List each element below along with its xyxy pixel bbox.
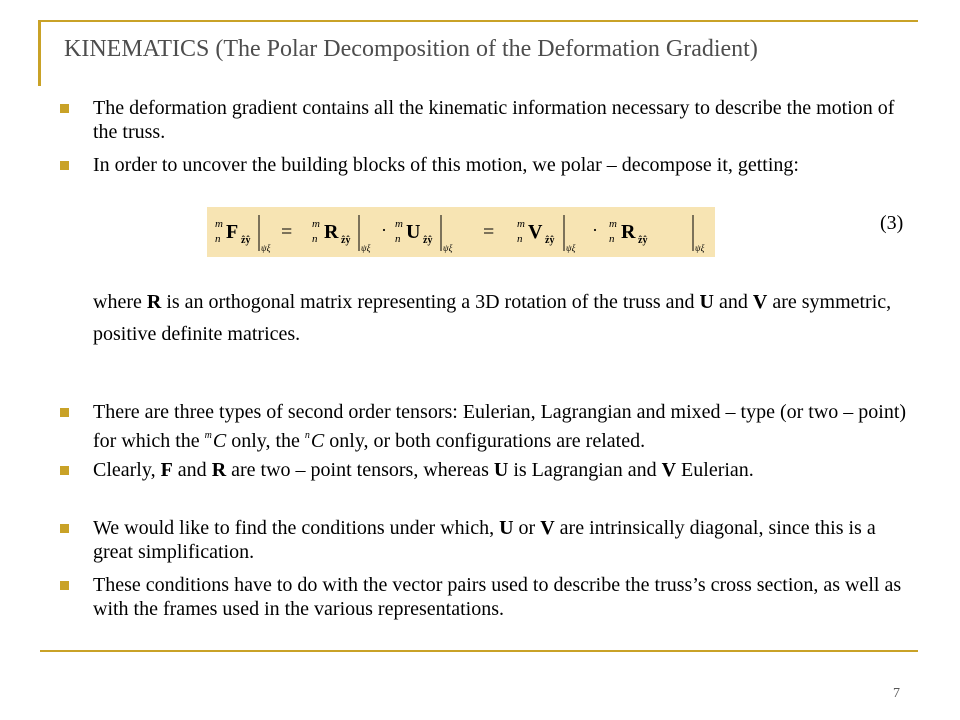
bullet-text: The deformation gradient contains all the kinematic information necessary to describe the motion of the truss. — [93, 97, 895, 143]
eq-F: F — [226, 221, 239, 243]
bullet-text: These conditions have to do with the vector pairs used to describe the truss’s cross section, as well as with the frames used in the various representations. — [93, 574, 902, 620]
bullet-square-icon — [60, 524, 69, 533]
eq-m: m — [609, 218, 617, 230]
eq-basis: ẑŷ — [545, 235, 555, 246]
where-paragraph: where R is an orthogonal matrix representing a 3D rotation of the truss and U and V are symmetric, positive definite matrices. — [93, 291, 892, 345]
eq-V: V — [528, 221, 543, 243]
eq-n: n — [395, 233, 401, 245]
eq-basis: ẑŷ — [423, 235, 433, 246]
eq-R: R — [324, 221, 339, 243]
bullet-item-polar-decompose — [60, 153, 920, 177]
bullet-text: We would like to find the conditions under which, U or V are intrinsically diagonal, since this is a great simplification. — [93, 517, 876, 563]
eq-equals: = — [281, 221, 293, 243]
eq-m: m — [312, 218, 320, 230]
eq-equals: = — [483, 221, 495, 243]
eq-eval: ψξ — [695, 243, 705, 253]
eq-dot: · — [381, 220, 387, 240]
eq-U: U — [406, 221, 421, 243]
bullet-square-icon — [60, 466, 69, 475]
eq-left-n: n — [215, 233, 221, 245]
sup-n: n — [304, 430, 310, 441]
eq-eval: ψξ — [261, 243, 271, 253]
bullet-square-icon — [60, 581, 69, 590]
bullet-item-two-point-tensors — [60, 458, 920, 482]
eq-n: n — [312, 233, 318, 245]
page-number: 7 — [893, 686, 900, 701]
bullet-text: Clearly, F and R are two – point tensors, whereas U is Lagrangian and V Eulerian. — [93, 459, 754, 481]
equation-polar-decomposition — [207, 207, 717, 259]
eq-left-m: m — [215, 218, 223, 230]
eq-R: R — [621, 221, 636, 243]
bullet-item-tensor-types — [60, 400, 920, 453]
bullet-item-diagonal-conditions — [60, 516, 920, 564]
eq-eval: ψξ — [566, 243, 576, 253]
bullet-item-deformation-gradient — [60, 96, 920, 144]
sup-m: m — [204, 430, 212, 441]
eq-eval: ψξ — [361, 243, 371, 253]
eq-m: m — [395, 218, 403, 230]
eq-basis: ẑŷ — [638, 235, 648, 246]
eq-basis: ẑŷ — [341, 235, 351, 246]
equation-number: (3) — [880, 212, 904, 234]
bottom-frame-line — [40, 650, 918, 652]
bullet-square-icon — [60, 104, 69, 113]
eq-n: n — [609, 233, 615, 245]
bullet-square-icon — [60, 408, 69, 417]
eq-basis: ẑŷ — [241, 235, 251, 246]
bullet-item-vector-pairs — [60, 573, 920, 621]
bullet-text: There are three types of second order tensors: Eulerian, Lagrangian and mixed – type (or two – point) for which the $^m$C only, the $^n$C only, or both configurations are related. — [93, 401, 907, 452]
bullet-square-icon — [60, 161, 69, 170]
eq-eval: ψξ — [443, 243, 453, 253]
left-frame-line — [38, 20, 41, 86]
bullet-text: In order to uncover the building blocks of this motion, we polar – decompose it, getting: — [93, 154, 799, 176]
eq-dot: · — [592, 220, 598, 240]
top-frame-line — [40, 20, 918, 22]
eq-n: n — [517, 233, 523, 245]
slide-title: KINEMATICS (The Polar Decomposition of the Deformation Gradient) — [64, 36, 758, 62]
eq-m: m — [517, 218, 525, 230]
